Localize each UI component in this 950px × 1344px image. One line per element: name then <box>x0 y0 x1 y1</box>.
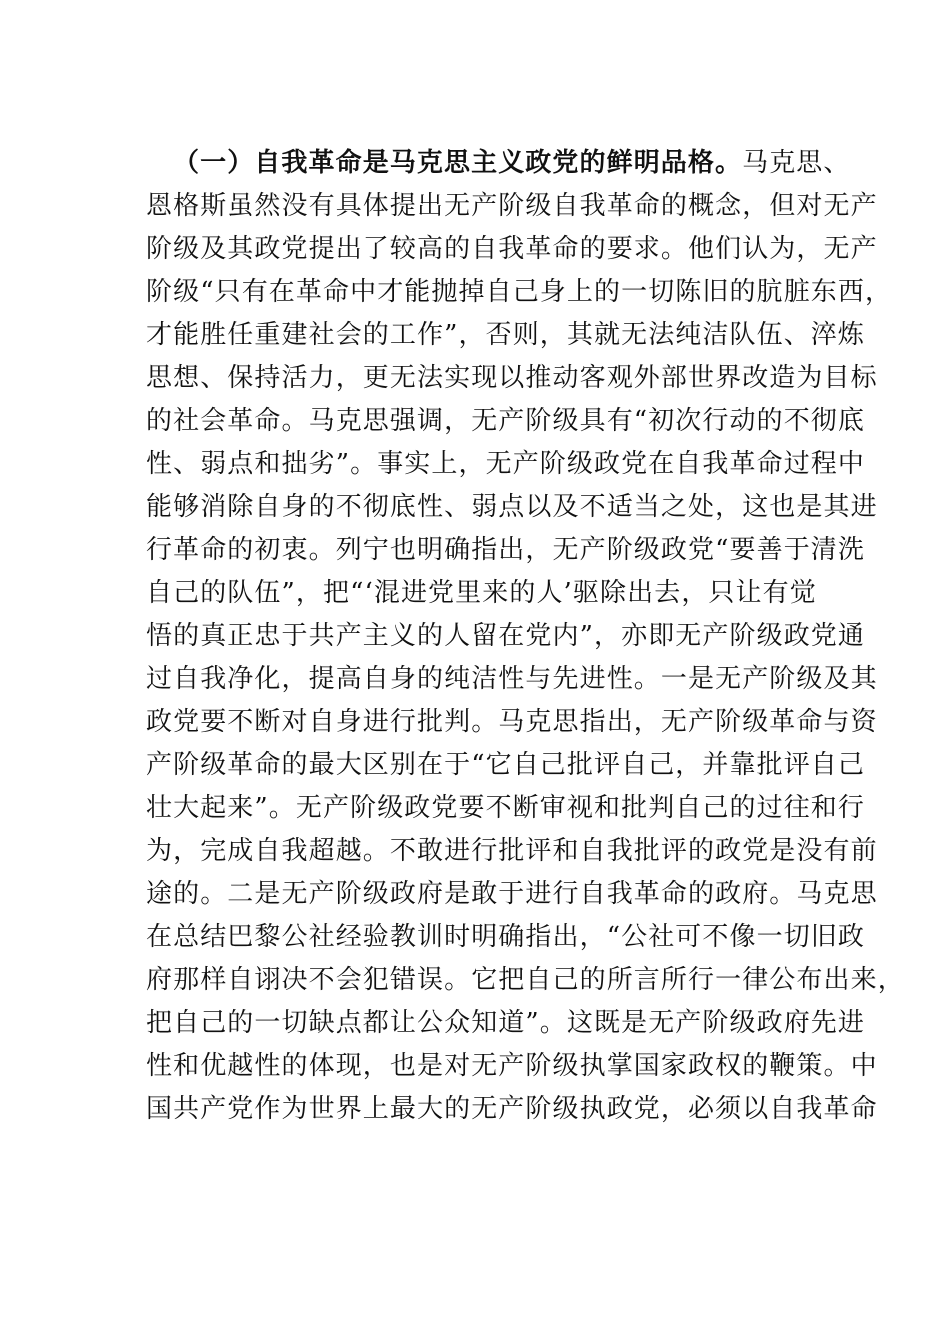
paragraph-line: 阶级“只有在革命中才能抛掉自己身上的一切陈旧的肮脏东西， <box>146 277 893 307</box>
paragraph-line: 思想、保持活力，更无法实现以推动客观外部世界改造为目标 <box>146 363 878 393</box>
paragraph-line: 壮大起来”。无产阶级政党要不断审视和批判自己的过往和行 <box>146 793 865 823</box>
paragraph-line: 能够消除自身的不彻底性、弱点以及不适当之处，这也是其进 <box>146 492 878 522</box>
paragraph-line: 性、弱点和拙劣”。事实上，无产阶级政党在自我革命过程中 <box>146 449 865 479</box>
paragraph-line: 府那样自诩决不会犯错误。它把自己的所言所行一律公布出来， <box>146 965 905 995</box>
paragraph-line: 阶级及其政党提出了较高的自我革命的要求。他们认为，无产 <box>146 234 878 264</box>
paragraph-line: 性和优越性的体现，也是对无产阶级执掌国家政权的鞭策。中 <box>146 1051 878 1081</box>
paragraph-line: 为，完成自我超越。不敢进行批评和自我批评的政党是没有前 <box>146 836 878 866</box>
paragraph-line: 自己的队伍”，把“‘混进党里来的人’驱除出去，只让有觉 <box>146 578 817 608</box>
paragraph-line: 国共产党作为世界上最大的无产阶级执政党，必须以自我革命 <box>146 1094 878 1124</box>
line-text: 马克思、 <box>742 148 851 178</box>
paragraph-line: 才能胜任重建社会的工作”，否则，其就无法纯洁队伍、淬炼 <box>146 320 865 350</box>
paragraph-line: 产阶级革命的最大区别在于“它自己批评自己，并靠批评自己 <box>146 750 865 780</box>
paragraph-line: 政党要不断对自身进行批判。马克思指出，无产阶级革命与资 <box>146 707 878 737</box>
paragraph-line: 过自我净化，提高自身的纯洁性与先进性。一是无产阶级及其 <box>146 664 878 694</box>
paragraph-line: 行革命的初衷。列宁也明确指出，无产阶级政党“要善于清洗 <box>146 535 865 565</box>
paragraph-line: 在总结巴黎公社经验教训时明确指出，“公社可不像一切旧政 <box>146 922 865 952</box>
paragraph-line: 的社会革命。马克思强调，无产阶级具有“初次行动的不彻底 <box>146 406 865 436</box>
paragraph-line-1 <box>173 148 873 178</box>
paragraph-line: 途的。二是无产阶级政府是敢于进行自我革命的政府。马克思 <box>146 879 878 909</box>
section-heading: （一）自我革命是马克思主义政党的鲜明品格。 <box>173 148 743 178</box>
paragraph-line: 把自己的一切缺点都让公众知道”。这既是无产阶级政府先进 <box>146 1008 865 1038</box>
paragraph-line: 恩格斯虽然没有具体提出无产阶级自我革命的概念，但对无产 <box>146 191 878 221</box>
paragraph-line: 悟的真正忠于共产主义的人留在党内”，亦即无产阶级政党通 <box>146 621 865 651</box>
